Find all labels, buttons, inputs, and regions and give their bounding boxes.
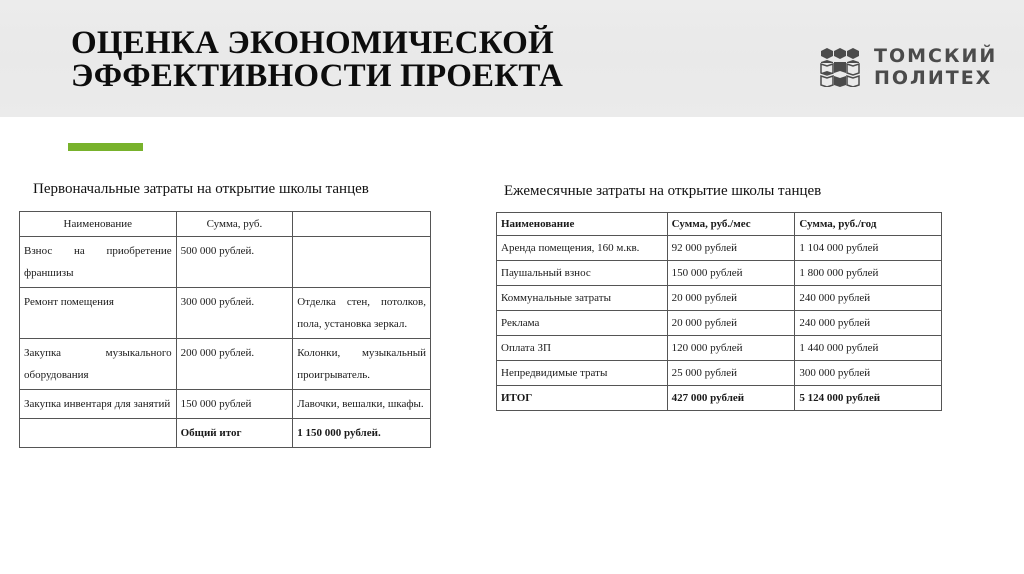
accent-bar bbox=[68, 143, 143, 151]
cell-year: 1 104 000 рублей bbox=[795, 236, 942, 261]
table-row bbox=[497, 261, 942, 286]
cell-note: Лавочки, вешалки, шкафы. bbox=[293, 390, 431, 419]
cell-month: 120 000 рублей bbox=[667, 336, 795, 361]
total-year: 5 124 000 рублей bbox=[795, 386, 942, 411]
cell-month: 25 000 рублей bbox=[667, 361, 795, 386]
header-cell: Сумма, руб./год bbox=[795, 213, 942, 236]
table-row bbox=[497, 286, 942, 311]
cell-name: Взнос на приобретение франшизы bbox=[20, 237, 177, 288]
header-cell: Сумма, руб. bbox=[176, 212, 293, 237]
page-title-line-1: ОЦЕНКА ЭКОНОМИЧЕСКОЙ bbox=[71, 25, 554, 61]
cell-year: 240 000 рублей bbox=[795, 311, 942, 336]
cell-month: 92 000 рублей bbox=[667, 236, 795, 261]
cell-month: 20 000 рублей bbox=[667, 311, 795, 336]
table-row bbox=[20, 339, 431, 390]
cell-name: Закупка музыкального оборудования bbox=[20, 339, 177, 390]
cell-note bbox=[293, 237, 431, 288]
cell-empty bbox=[20, 419, 177, 448]
initial-costs-caption: Первоначальные затраты на открытие школы танцев bbox=[33, 181, 369, 197]
cell-note: Колонки, музыкальный проигрыватель. bbox=[293, 339, 431, 390]
cell-month: 150 000 рублей bbox=[667, 261, 795, 286]
tomsk-polytech-logo bbox=[820, 46, 997, 88]
table-row bbox=[497, 236, 942, 261]
table-row bbox=[20, 390, 431, 419]
table-total-row bbox=[497, 386, 942, 411]
cell-note: Отделка стен, потолков, пола, установка зеркал. bbox=[293, 288, 431, 339]
header-cell: Наименование bbox=[20, 212, 177, 237]
cell-month: 20 000 рублей bbox=[667, 286, 795, 311]
cell-sum: 300 000 рублей. bbox=[176, 288, 293, 339]
tpu-logo-mark-icon bbox=[820, 47, 860, 87]
logo-text bbox=[874, 45, 997, 89]
total-label: ИТОГ bbox=[497, 386, 668, 411]
header-cell: Сумма, руб./мес bbox=[667, 213, 795, 236]
cell-name: Аренда помещения, 160 м.кв. bbox=[497, 236, 668, 261]
cell-sum: 500 000 рублей. bbox=[176, 237, 293, 288]
table-total-row bbox=[20, 419, 431, 448]
monthly-costs-caption: Ежемесячные затраты на открытие школы танцев bbox=[504, 183, 822, 199]
table-row bbox=[20, 288, 431, 339]
table-row bbox=[497, 336, 942, 361]
table-row bbox=[497, 361, 942, 386]
initial-costs-table bbox=[19, 211, 431, 448]
total-month: 427 000 рублей bbox=[667, 386, 795, 411]
cell-name: Непредвидимые траты bbox=[497, 361, 668, 386]
cell-name: Коммунальные затраты bbox=[497, 286, 668, 311]
table-row bbox=[20, 237, 431, 288]
cell-name: Паушальный взнос bbox=[497, 261, 668, 286]
cell-sum: 200 000 рублей. bbox=[176, 339, 293, 390]
cell-name: Закупка инвентаря для занятий bbox=[20, 390, 177, 419]
cell-year: 1 800 000 рублей bbox=[795, 261, 942, 286]
monthly-costs-table bbox=[496, 212, 942, 411]
cell-name: Оплата ЗП bbox=[497, 336, 668, 361]
cell-year: 1 440 000 рублей bbox=[795, 336, 942, 361]
table-row bbox=[497, 311, 942, 336]
cell-year: 300 000 рублей bbox=[795, 361, 942, 386]
total-label: Общий итог bbox=[176, 419, 293, 448]
page-title bbox=[71, 27, 563, 93]
total-value: 1 150 000 рублей. bbox=[293, 419, 431, 448]
page-title-line-2: ЭФФЕКТИВНОСТИ ПРОЕКТА bbox=[71, 58, 563, 94]
table-header-row bbox=[20, 212, 431, 237]
cell-name: Ремонт помещения bbox=[20, 288, 177, 339]
table-header-row bbox=[497, 213, 942, 236]
cell-sum: 150 000 рублей bbox=[176, 390, 293, 419]
header-band bbox=[0, 0, 1024, 117]
cell-name: Реклама bbox=[497, 311, 668, 336]
header-cell bbox=[293, 212, 431, 237]
logo-line-2: ПОЛИТЕХ bbox=[874, 67, 993, 89]
cell-year: 240 000 рублей bbox=[795, 286, 942, 311]
header-cell: Наименование bbox=[497, 213, 668, 236]
logo-line-1: ТОМСКИЙ bbox=[874, 45, 998, 67]
